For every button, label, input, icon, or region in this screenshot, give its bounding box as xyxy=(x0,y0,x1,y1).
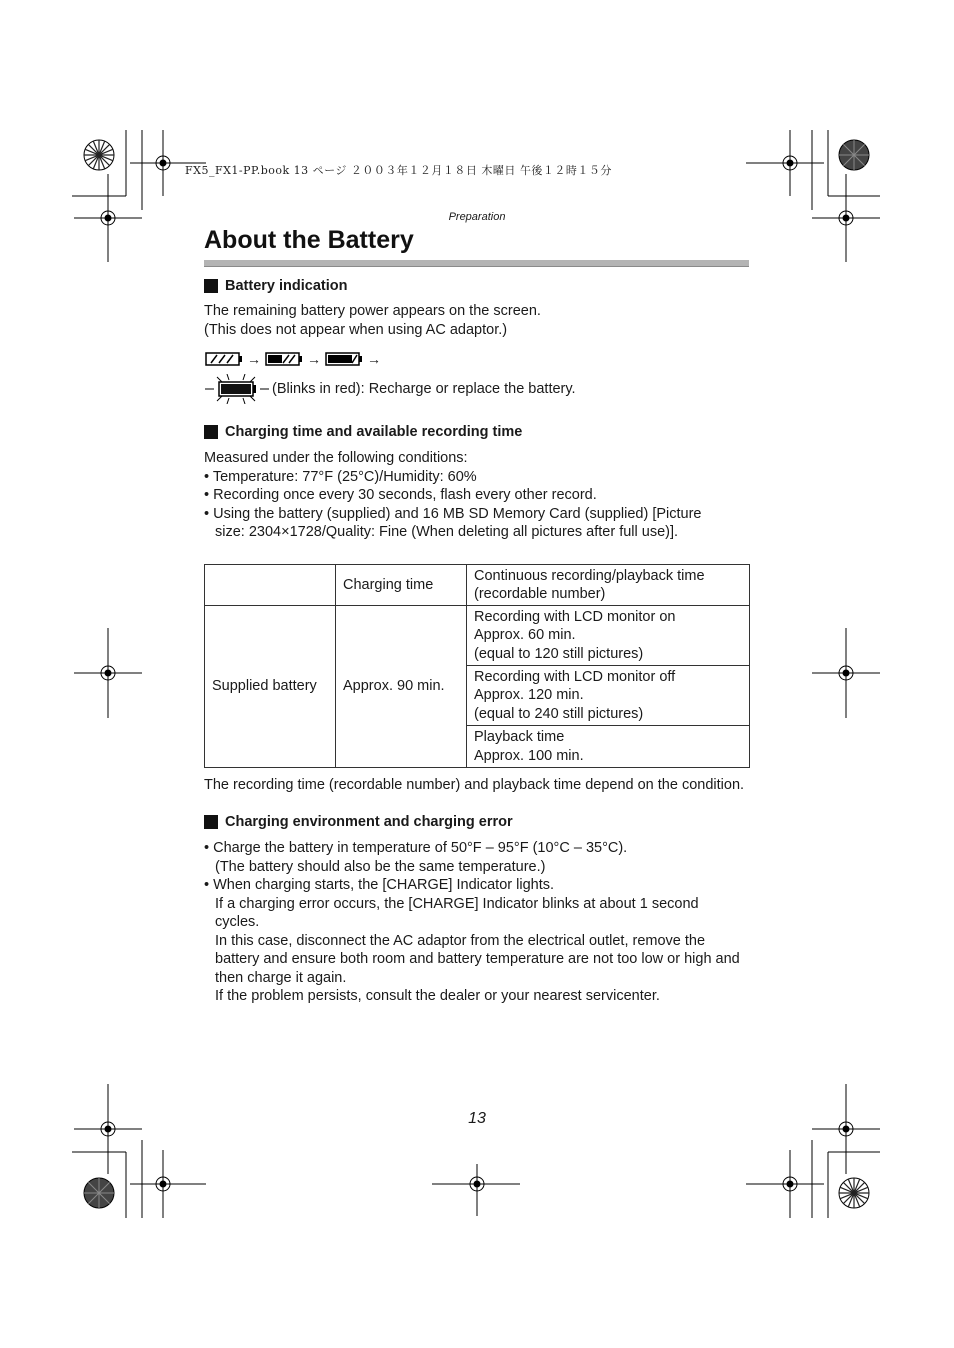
text-line: (This does not appear when using AC adaptor.) xyxy=(204,321,508,338)
list-item: • Using the battery (supplied) and 16 MB SD Memory Card (supplied) [Picture xyxy=(204,505,702,522)
list-item-continuation: If a charging error occurs, the [CHARGE] Indicator blinks at about 1 second xyxy=(215,895,699,912)
section-heading-battery-indication xyxy=(204,278,347,294)
target-icon xyxy=(74,628,142,718)
page-title: About the Battery xyxy=(204,226,414,254)
arrow-right-icon: → xyxy=(307,351,321,367)
battery-level-sequence xyxy=(205,352,385,366)
table-header-cell xyxy=(205,565,336,606)
list-item: • Temperature: 77°F (25°C)/Humidity: 60% xyxy=(204,468,477,485)
list-item: • Recording once every 30 seconds, flash every other record. xyxy=(204,487,597,503)
starburst-icon xyxy=(84,140,114,170)
table-header-cell: Charging time xyxy=(336,565,467,606)
table-cell: Playback time Approx. 100 min. xyxy=(467,726,750,768)
dark-wheel-icon xyxy=(839,140,869,170)
target-icon xyxy=(812,1084,880,1174)
target-icon xyxy=(812,628,880,718)
page-number: 13 xyxy=(468,1110,486,1127)
table-header-cell: Continuous recording/playback time (recordable number) xyxy=(467,565,750,606)
blink-description: (Blinks in red): Recharge or replace the battery. xyxy=(272,381,576,397)
conditions-intro: Measured under the following conditions: xyxy=(204,450,468,466)
table-cell-charging-time: Approx. 90 min. xyxy=(336,606,467,768)
list-item: • When charging starts, the [CHARGE] Indicator lights. xyxy=(204,877,555,893)
arrow-right-icon: → xyxy=(367,351,381,367)
target-icon xyxy=(432,1164,520,1216)
battery-full-icon xyxy=(205,352,243,366)
list-item: • Charge the battery in temperature of 50°F – 95°F (10°C – 35°C). xyxy=(204,840,628,856)
list-item-continuation: cycles. xyxy=(215,914,260,930)
target-icon xyxy=(74,1084,142,1174)
starburst-icon xyxy=(839,1178,869,1208)
list-item-continuation: (The battery should also be the same temperature.) xyxy=(215,858,546,875)
battery-half-icon xyxy=(265,352,303,366)
battery-empty-row xyxy=(205,374,576,404)
square-bullet-icon xyxy=(204,815,218,829)
section-label: Preparation xyxy=(448,211,506,223)
table-row xyxy=(205,606,750,666)
target-icon xyxy=(130,1150,206,1218)
list-item-continuation: battery and ensure both room and battery temperature are not too low or high and xyxy=(215,951,740,967)
conditions-list xyxy=(204,449,764,542)
square-bullet-icon xyxy=(204,279,218,293)
table-cell: Recording with LCD monitor off Approx. 120 min. (equal to 240 still pictures) xyxy=(467,666,750,726)
arrow-right-icon: → xyxy=(247,351,261,367)
list-item-continuation: then charge it again. xyxy=(215,969,347,986)
table-cell: Recording with LCD monitor on Approx. 60 min. (equal to 120 still pictures) xyxy=(467,606,750,666)
list-item-continuation: In this case, disconnect the AC adaptor from the electrical outlet, remove the xyxy=(215,932,706,949)
heading-text: Battery indication xyxy=(225,278,348,294)
dark-wheel-icon xyxy=(84,1178,114,1208)
list-item-continuation: size: 2304×1728/Quality: Fine (When deleting all pictures after full use)]. xyxy=(215,524,679,540)
section-heading-charging-environment xyxy=(204,814,513,830)
text-line: The remaining battery power appears on the screen. xyxy=(204,303,541,319)
heading-text: Charging environment and charging error xyxy=(225,814,513,830)
square-bullet-icon xyxy=(204,425,218,439)
table-note: The recording time (recordable number) and playback time depend on the condition. xyxy=(204,777,745,793)
section-heading-charging-time xyxy=(204,424,522,440)
table-header-row xyxy=(205,565,750,606)
battery-low-icon xyxy=(325,352,363,366)
list-item-continuation: If the problem persists, consult the dealer or your nearest servicenter. xyxy=(215,988,660,1004)
file-header: FX5_FX1-PP.book 13 ページ ２００３年１２月１８日 木曜日 午後１２時１５分 xyxy=(185,164,612,177)
title-rule xyxy=(204,260,749,267)
charging-time-table xyxy=(204,564,750,768)
battery-indication-text xyxy=(204,302,541,339)
table-row-label: Supplied battery xyxy=(205,606,336,768)
heading-text: Charging time and available recording time xyxy=(225,424,523,440)
charging-environment-list xyxy=(204,839,764,1006)
battery-empty-blinking-icon xyxy=(205,374,269,404)
